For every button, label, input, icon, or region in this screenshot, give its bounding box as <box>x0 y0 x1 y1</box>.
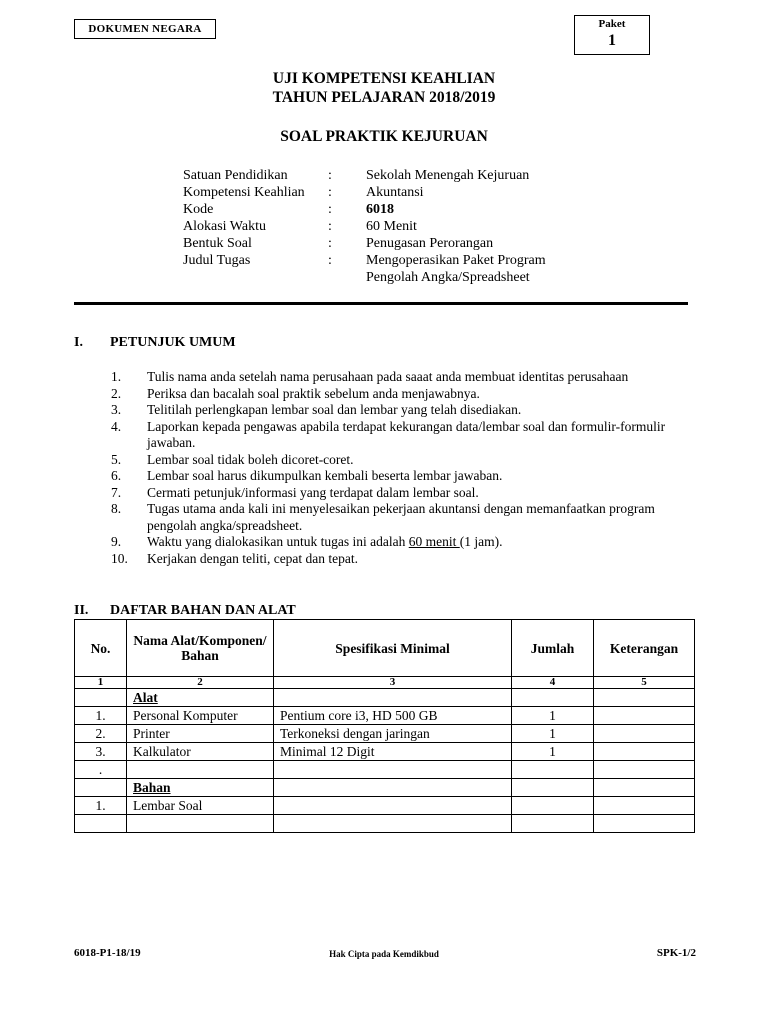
paket-label: Paket <box>598 18 626 30</box>
info-colon: : <box>328 253 332 268</box>
list-item-text: Tulis nama anda setelah nama perusahaan pada saaat anda membuat identitas perusahaan <box>147 369 629 384</box>
table-header-row <box>75 620 695 677</box>
info-colon <box>328 269 366 286</box>
cell-qty <box>512 779 594 797</box>
cell-spec <box>274 797 512 815</box>
info-value: Sekolah Menengah Kejuruan <box>366 168 530 183</box>
column-number: 2 <box>127 677 274 689</box>
info-row <box>183 269 586 286</box>
cell-spec <box>274 779 512 797</box>
cell-no <box>75 815 127 833</box>
list-item-text: Tugas utama anda kali ini menyelesaikan pekerjaan akuntansi dengan memanfaatkan program pengolah angka/spreadsheet. <box>147 501 655 533</box>
info-row <box>183 201 586 218</box>
list-item-number: 9. <box>111 534 122 549</box>
footer-code: 6018-P1-18/19 <box>74 947 141 959</box>
section-number: I. <box>74 335 83 350</box>
cell-note <box>594 689 695 707</box>
column-header: Keterangan <box>594 620 695 677</box>
cell-no: 1. <box>75 797 127 815</box>
info-value: Penugasan Perorangan <box>366 236 494 251</box>
column-header: Spesifikasi Minimal <box>274 620 512 677</box>
info-value: 6018 <box>366 202 394 217</box>
list-item <box>111 369 691 386</box>
cell-spec <box>274 815 512 833</box>
table-row <box>75 725 695 743</box>
cell-qty <box>512 797 594 815</box>
cell-spec: Pentium core i3, HD 500 GB <box>274 707 512 725</box>
cell-no <box>75 689 127 707</box>
list-item-number: 4. <box>111 418 122 434</box>
column-header: Jumlah <box>512 620 594 677</box>
cell-group-label: Bahan <box>127 779 274 797</box>
info-block <box>183 167 586 286</box>
section-heading <box>74 335 236 351</box>
cell-note <box>594 797 695 815</box>
cell-note <box>594 815 695 833</box>
duration-underlined: 60 menit <box>408 534 460 549</box>
paket-number: 1 <box>608 32 616 49</box>
cell-note <box>594 725 695 743</box>
list-item-number: 3. <box>111 402 122 417</box>
cell-qty: 1 <box>512 725 594 743</box>
cell-name: Kalkulator <box>127 743 274 761</box>
list-item-number: 10. <box>111 550 128 566</box>
table-row <box>75 815 695 833</box>
cell-no <box>75 779 127 797</box>
cell-no: . <box>75 761 127 779</box>
list-item-number: 6. <box>111 468 122 483</box>
cell-note <box>594 779 695 797</box>
column-number: 4 <box>512 677 594 689</box>
cell-qty <box>512 689 594 707</box>
info-colon: : <box>328 202 332 217</box>
cell-spec: Minimal 12 Digit <box>274 743 512 761</box>
info-value: Mengoperasikan Paket Program <box>366 253 546 268</box>
list-item-number: 8. <box>111 501 122 516</box>
footer-copyright: Hak Cipta pada Kemdikbud <box>329 949 439 959</box>
column-number-row <box>75 677 695 689</box>
footer-page: SPK-1/2 <box>656 947 696 959</box>
column-number: 5 <box>594 677 695 689</box>
document-label: DOKUMEN NEGARA <box>74 19 216 39</box>
table-row <box>75 761 695 779</box>
list-item-text-end: (1 jam). <box>459 534 503 549</box>
cell-note <box>594 707 695 725</box>
list-item-number: 1. <box>111 369 122 384</box>
column-number: 1 <box>75 677 127 689</box>
academic-year: TAHUN PELAJARAN 2018/2019 <box>272 89 496 106</box>
table-row <box>75 689 695 707</box>
list-item <box>111 386 691 403</box>
list-item <box>111 468 691 485</box>
list-item-text: Lembar soal harus dikumpulkan kembali beserta lembar jawaban. <box>147 468 503 483</box>
cell-spec <box>274 689 512 707</box>
list-item <box>111 485 691 502</box>
cell-no: 2. <box>75 725 127 743</box>
list-item-text: Laporkan kepada pengawas apabila terdapat kekurangan data/lembar soal dan formulir-formulir jawaban. <box>147 418 666 450</box>
cell-note <box>594 761 695 779</box>
info-value: 60 Menit <box>366 219 417 234</box>
list-item-number: 2. <box>111 385 122 401</box>
cell-group-label: Alat <box>127 689 274 707</box>
list-item <box>111 419 691 452</box>
cell-no: 3. <box>75 743 127 761</box>
section-title: PETUNJUK UMUM <box>110 335 236 350</box>
list-item <box>111 551 691 568</box>
cell-name <box>127 761 274 779</box>
info-colon: : <box>328 185 332 200</box>
info-colon: : <box>328 236 332 251</box>
list-item <box>111 402 691 419</box>
list-item-text: Cermati petunjuk/informasi yang terdapat dalam lembar soal. <box>147 484 479 500</box>
list-item <box>111 501 691 534</box>
list-item-text: Periksa dan bacalah soal praktik sebelum anda menjawabnya. <box>147 385 480 401</box>
exam-title: UJI KOMPETENSI KEAHLIAN <box>272 70 496 87</box>
column-number: 3 <box>274 677 512 689</box>
info-value: Akuntansi <box>366 185 424 200</box>
instruction-list <box>111 369 691 567</box>
cell-name <box>127 815 274 833</box>
cell-qty <box>512 761 594 779</box>
list-item <box>111 534 691 551</box>
cell-name: Lembar Soal <box>127 797 274 815</box>
list-item-text: Telitilah perlengkapan lembar soal dan lembar yang telah disediakan. <box>147 402 522 417</box>
table-row <box>75 797 695 815</box>
section-number: II. <box>74 603 89 618</box>
info-row <box>183 235 586 252</box>
info-key: Kompetensi Keahlian <box>183 185 305 200</box>
cell-note <box>594 743 695 761</box>
info-value: Pengolah Angka/Spreadsheet <box>366 270 530 285</box>
info-key: Satuan Pendidikan <box>183 168 288 183</box>
cell-spec: Terkoneksi dengan jaringan <box>274 725 512 743</box>
info-key <box>183 269 328 286</box>
table-row <box>75 743 695 761</box>
cell-qty <box>512 815 594 833</box>
cell-qty: 1 <box>512 743 594 761</box>
cell-qty: 1 <box>512 707 594 725</box>
info-key: Alokasi Waktu <box>183 219 266 234</box>
table-row <box>75 779 695 797</box>
paket-box <box>574 15 650 55</box>
info-row <box>183 167 586 184</box>
info-colon: : <box>328 219 332 234</box>
divider-rule <box>74 302 688 305</box>
list-item-text <box>147 534 691 551</box>
column-header: Nama Alat/Komponen/ Bahan <box>127 620 274 677</box>
info-row <box>183 218 586 235</box>
table-row <box>75 707 695 725</box>
info-key: Judul Tugas <box>183 253 251 268</box>
info-row <box>183 252 586 269</box>
materials-table <box>74 619 695 833</box>
list-item-text: Lembar soal tidak boleh dicoret-coret. <box>147 451 354 467</box>
list-item-text: Kerjakan dengan teliti, cepat dan tepat. <box>147 550 359 566</box>
section-title: DAFTAR BAHAN DAN ALAT <box>110 603 296 618</box>
info-key: Bentuk Soal <box>183 236 252 251</box>
info-key: Kode <box>183 202 214 217</box>
cell-name: Printer <box>127 725 274 743</box>
exam-subtitle: SOAL PRAKTIK KEJURUAN <box>280 128 488 145</box>
list-item-number: 5. <box>111 451 122 467</box>
cell-name: Personal Komputer <box>127 707 274 725</box>
list-item <box>111 452 691 469</box>
list-item-text-start: Waktu yang dialokasikan untuk tugas ini adalah <box>147 534 409 549</box>
cell-no: 1. <box>75 707 127 725</box>
info-colon: : <box>328 168 332 183</box>
section-heading <box>74 603 296 619</box>
list-item-number: 7. <box>111 484 122 500</box>
info-row <box>183 184 586 201</box>
column-header: No. <box>75 620 127 677</box>
cell-spec <box>274 761 512 779</box>
